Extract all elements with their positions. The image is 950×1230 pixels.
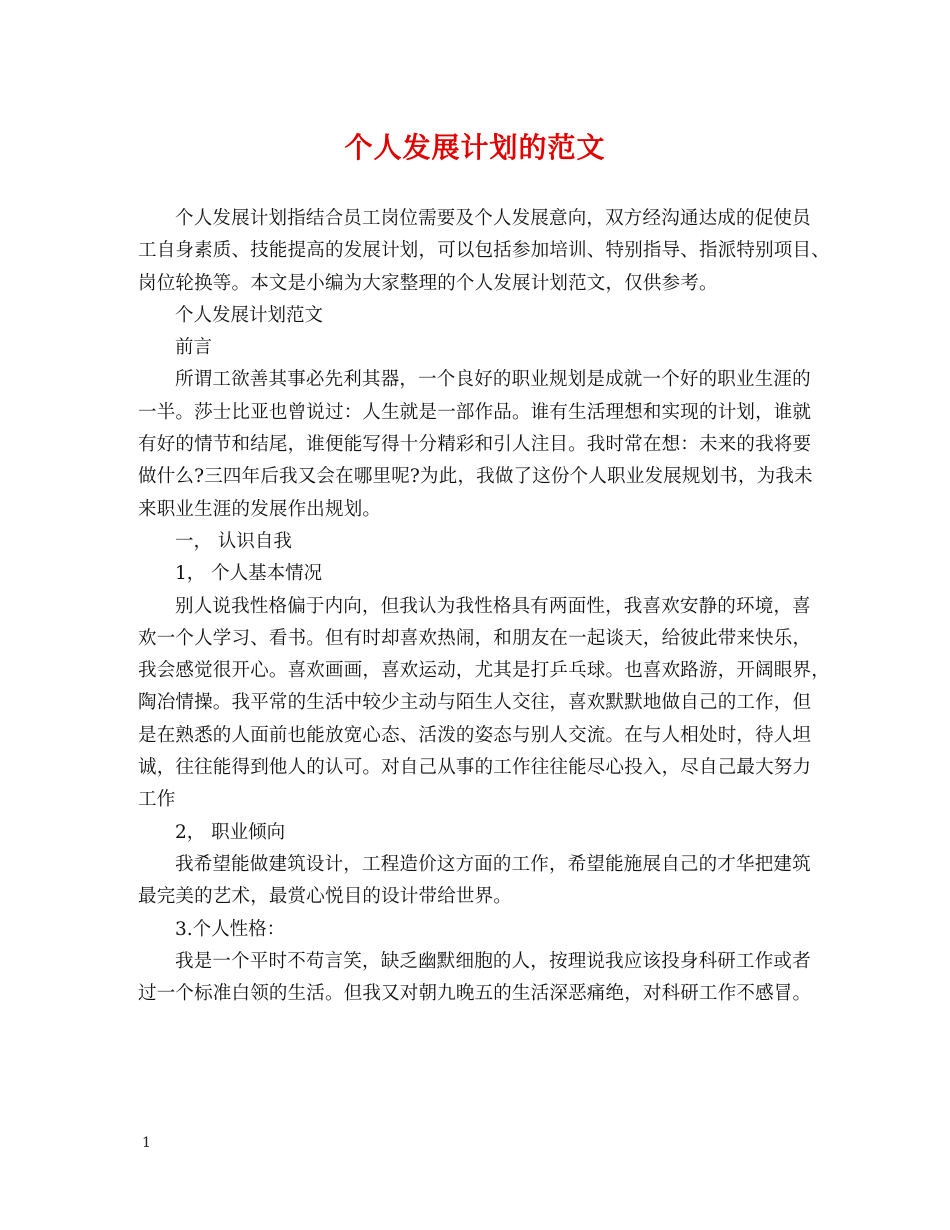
paragraph-line: 工作: [138, 789, 176, 811]
paragraph-line: 所谓工欲善其事必先利其器，一个良好的职业规划是成就一个好的职业生涯的: [175, 369, 811, 391]
paragraph-line: 个人发展计划指结合员工岗位需要及个人发展意向，双方经沟通达成的促使员: [175, 208, 811, 229]
section-heading: 一， 认识自我: [175, 530, 292, 552]
paragraph-line: 来职业生涯的发展作出规划。: [138, 498, 382, 520]
paragraph-line: 过一个标准白领的生活。但我又对朝九晚五的生活深恶痛绝，对科研工作不感冒。: [138, 983, 812, 1005]
paragraph-line: 欢一个人学习、看书。但有时却喜欢热闹，和朋友在一起谈天，给彼此带来快乐，: [138, 627, 812, 649]
body-paragraph: [138, 591, 830, 817]
document-title: 个人发展计划的范文: [344, 131, 606, 164]
document-body: [138, 203, 830, 1010]
paragraph-line: 一半。莎士比亚也曾说过：人生就是一部作品。谁有生活理想和实现的计划，谁就: [138, 401, 812, 423]
section-heading: 2， 职业倾向: [175, 821, 286, 843]
body-paragraph: [138, 364, 818, 525]
section-heading: 3.个人性格：: [175, 918, 286, 940]
paragraph-line: 有好的情节和结尾，谁便能写得十分精彩和引人注目。我时常在想：未来的我将要: [138, 434, 812, 456]
paragraph-line: 我是一个平时不苟言笑，缺乏幽默细胞的人，按理说我应该投身科研工作或者: [175, 950, 811, 972]
page-number: 1: [142, 1135, 151, 1151]
paragraph-line: 工自身素质、技能提高的发展计划，可以包括参加培训、特别指导、指派特别项目、: [138, 240, 830, 262]
paragraph-line: 最完美的艺术，最赏心悦目的设计带给世界。: [138, 886, 513, 908]
paragraph-line: 做什么?三四年后我又会在哪里呢?为此，我做了这份个人职业发展规划书，为我未: [138, 466, 813, 488]
paragraph-line: 陶冶情操。我平常的生活中较少主动与陌生人交往，喜欢默默地做自己的工作，但: [138, 692, 812, 714]
paragraph-line: 我会感觉很开心。喜欢画画，喜欢运动，尤其是打乒乓球。也喜欢路游，开阔眼界，: [138, 660, 830, 682]
body-paragraph: [138, 946, 818, 1011]
body-paragraph: [138, 203, 830, 300]
body-paragraph: [138, 849, 818, 914]
section-heading: 前言: [175, 337, 213, 359]
section-heading: 1， 个人基本情况: [175, 563, 323, 585]
paragraph-line: 别人说我性格偏于内向，但我认为我性格具有两面性，我喜欢安静的环境，喜: [175, 595, 811, 617]
paragraph-line: 诚，往往能得到他人的认可。对自己从事的工作往往能尽心投入，尽自己最大努力: [138, 757, 812, 779]
paragraph-line: 我希望能做建筑设计，工程造价这方面的工作，希望能施展自己的才华把建筑: [175, 853, 811, 875]
paragraph-line: 岗位轮换等。本文是小编为大家整理的个人发展计划范文，仅供参考。: [138, 272, 718, 294]
section-heading: 个人发展计划范文: [175, 304, 324, 326]
paragraph-line: 是在熟悉的人面前也能放宽心态、活泼的姿态与别人交流。在与人相处时，待人坦: [138, 724, 812, 746]
